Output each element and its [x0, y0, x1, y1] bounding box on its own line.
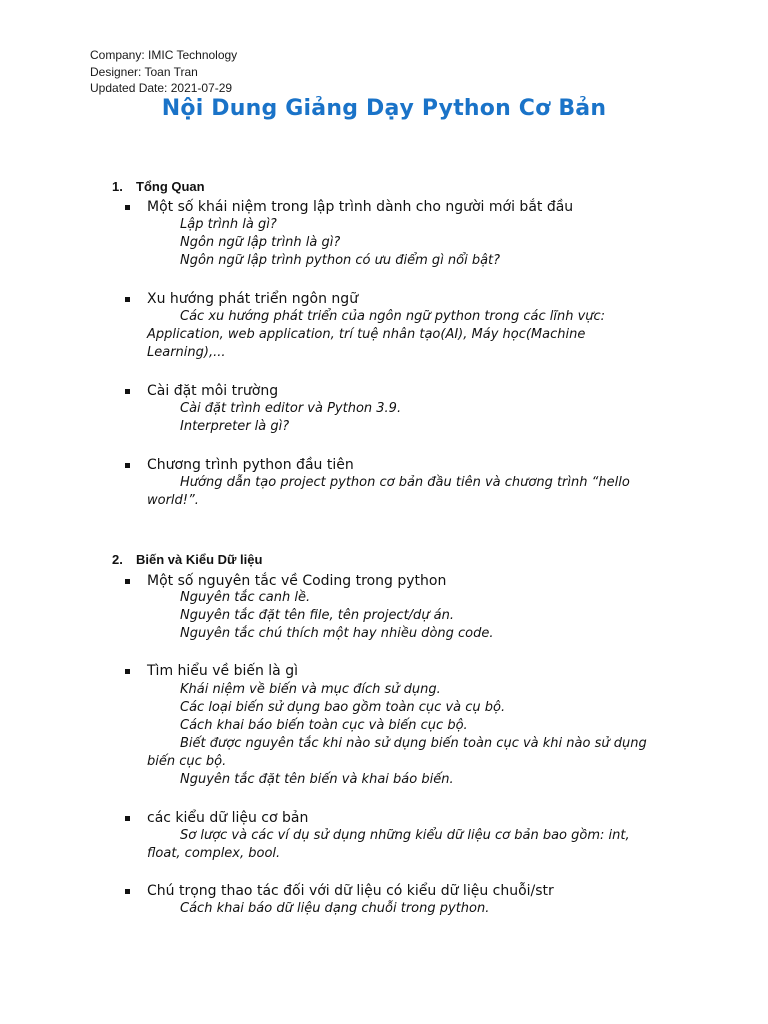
bullet-item	[125, 198, 573, 216]
detail-line: Nguyên tắc đặt tên biến và khai báo biến.	[180, 772, 454, 787]
detail-line: Nguyên tắc đặt tên file, tên project/dự án.	[180, 608, 455, 623]
bullet-details	[147, 400, 667, 436]
detail-line: Ngôn ngữ lập trình python có ưu điểm gì nổi bật?	[180, 253, 501, 268]
bullet-square-icon	[125, 816, 130, 821]
bullet-label: Cài đặt môi trường	[147, 383, 279, 399]
bullet-details	[147, 474, 667, 510]
bullet-square-icon	[125, 579, 130, 584]
detail-paragraph: Biết được nguyên tắc khi nào sử dụng biến toàn cục và khi nào sử dụng biến cục bộ.	[147, 736, 647, 769]
bullet-details	[147, 308, 667, 362]
bullet-item	[125, 882, 554, 900]
bullet-details	[147, 900, 667, 918]
detail-paragraph: Hướng dẫn tạo project python cơ bản đầu tiên và chương trình “hello world!”.	[147, 475, 630, 508]
section-title: Tổng Quan	[136, 179, 205, 194]
bullet-square-icon	[125, 463, 130, 468]
bullet-item	[125, 662, 298, 680]
detail-line: Khái niệm về biến và mục đích sử dụng.	[180, 682, 441, 697]
section-number: 2.	[112, 552, 123, 567]
detail-line: Các loại biến sử dụng bao gồm toàn cục và cụ bộ.	[180, 700, 506, 715]
bullet-square-icon	[125, 889, 130, 894]
bullet-label: Tìm hiểu về biến là gì	[147, 663, 298, 679]
bullet-label: Chương trình python đầu tiên	[147, 457, 354, 473]
document-meta	[90, 47, 237, 97]
bullet-label: Một số nguyên tắc về Coding trong python	[147, 573, 447, 589]
bullet-label: các kiểu dữ liệu cơ bản	[147, 810, 309, 826]
section-title: Biến và Kiểu Dữ liệu	[136, 552, 263, 567]
bullet-square-icon	[125, 205, 130, 210]
detail-line: Cách khai báo biến toàn cục và biến cục bộ.	[180, 718, 468, 733]
detail-line: Interpreter là gì?	[180, 419, 290, 434]
detail-line: Nguyên tắc canh lề.	[180, 590, 311, 605]
section-heading-2	[112, 552, 262, 567]
bullet-label: Xu hướng phát triển ngôn ngữ	[147, 291, 359, 307]
bullet-item	[125, 290, 358, 308]
section-number: 1.	[112, 179, 123, 194]
bullet-details	[147, 589, 667, 643]
detail-line: Nguyên tắc chú thích một hay nhiều dòng code.	[180, 626, 494, 641]
bullet-label: Một số khái niệm trong lập trình dành cho người mới bắt đầu	[147, 199, 574, 215]
detail-line: Cài đặt trình editor và Python 3.9.	[180, 401, 402, 416]
detail-paragraph: Các xu hướng phát triển của ngôn ngữ python trong các lĩnh vực: Application, web application, trí tuệ nhân tạo(AI), Máy học(Machine Learning),...	[147, 309, 606, 360]
detail-line: Lập trình là gì?	[180, 217, 277, 232]
page-title: Nội Dung Giảng Dạy Python Cơ Bản	[161, 96, 607, 121]
section-heading-1	[112, 179, 205, 194]
bullet-square-icon	[125, 389, 130, 394]
bullet-details	[147, 827, 667, 863]
company-line: Company: IMIC Technology	[90, 48, 238, 62]
bullet-details	[147, 681, 667, 789]
bullet-square-icon	[125, 297, 130, 302]
bullet-item	[125, 382, 278, 400]
bullet-details	[147, 216, 667, 270]
bullet-item	[125, 809, 308, 827]
updated-date-line: Updated Date: 2021-07-29	[90, 81, 233, 95]
bullet-label: Chú trọng thao tác đối với dữ liệu có kiểu dữ liệu chuỗi/str	[147, 883, 554, 899]
detail-line: Ngôn ngữ lập trình là gì?	[180, 235, 341, 250]
bullet-item	[125, 456, 354, 474]
detail-line: Cách khai báo dữ liệu dạng chuỗi trong python.	[180, 901, 490, 916]
bullet-square-icon	[125, 669, 130, 674]
bullet-item	[125, 572, 446, 590]
detail-paragraph: Sơ lược và các ví dụ sử dụng những kiểu dữ liệu cơ bản bao gồm: int, float, complex, bool.	[147, 828, 630, 861]
designer-line: Designer: Toan Tran	[90, 64, 198, 79]
